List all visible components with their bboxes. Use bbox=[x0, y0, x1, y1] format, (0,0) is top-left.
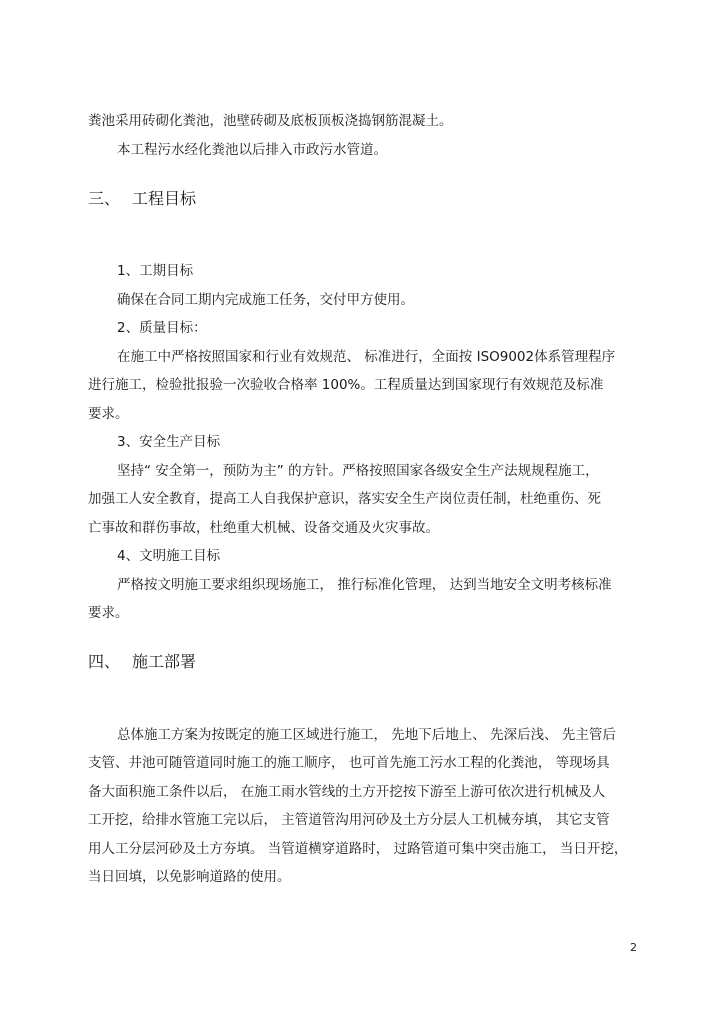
paragraph-line: 亡事故和群伤事故，杜绝重大机械、设备交通及火灾事故。 bbox=[88, 520, 439, 536]
paragraph-line: 粪池采用砖砌化粪池，池壁砖砌及底板顶板浇捣钢筋混凝土。 bbox=[88, 113, 453, 129]
page-number: 2 bbox=[630, 941, 637, 954]
paragraph-line: 严格按文明施工要求组织现场施工， 推行标准化管理， 达到当地安全文明考核标准 bbox=[117, 577, 612, 593]
paragraph-line: 用人工分层河砂及土方夯填。 当管道横穿道路时， 过路管道可集中突击施工， 当日开挖， bbox=[88, 841, 628, 857]
paragraph-line: 本工程污水经化粪池以后排入市政污水管道。 bbox=[117, 142, 387, 158]
subheading-line: 3、安全生产目标 bbox=[117, 434, 221, 450]
paragraph-line: 备大面积施工条件以后， 在施工雨水管线的土方开挖按下游至上游可依次进行机械及人 bbox=[88, 784, 606, 800]
paragraph-line: 总体施工方案为按既定的施工区域进行施工， 先地下后地上、 先深后浅、 先主管后 bbox=[117, 727, 616, 743]
section-number: 三、 bbox=[88, 189, 121, 208]
section-heading-3 bbox=[88, 189, 196, 209]
paragraph-line: 当日回填，以免影响道路的使用。 bbox=[88, 869, 291, 885]
section-heading-4 bbox=[88, 652, 196, 672]
paragraph-line: 支管、井池可随管道同时施工的施工顺序， 也可首先施工污水工程的化粪池， 等现场具 bbox=[88, 755, 610, 771]
paragraph-line: 要求。 bbox=[88, 406, 129, 422]
subheading-line: 4、文明施工目标 bbox=[117, 548, 221, 564]
paragraph-line: 坚持“ 安全第一，预防为主” 的方针。严格按照国家各级安全生产法规规程施工， bbox=[117, 463, 599, 479]
paragraph-line: 工开挖，给排水管施工完以后， 主管道管沟用河砂及土方分层人工机械夯填， 其它支管 bbox=[88, 812, 610, 828]
paragraph-line: 加强工人安全教育，提高工人自我保护意识，落实安全生产岗位责任制，杜绝重伤、死 bbox=[88, 491, 601, 507]
subheading-line: 2、质量目标： bbox=[117, 320, 207, 336]
section-number: 四、 bbox=[88, 652, 121, 671]
paragraph-line: 要求。 bbox=[88, 605, 129, 621]
section-title: 施工部署 bbox=[132, 652, 197, 671]
paragraph-line: 确保在合同工期内完成施工任务，交付甲方使用。 bbox=[117, 292, 414, 308]
paragraph-line: 在施工中严格按照国家和行业有效规范、 标准进行，全面按 ISO9002体系管理程序 bbox=[117, 349, 616, 365]
subheading-line: 1、工期目标 bbox=[117, 263, 194, 279]
paragraph-line: 进行施工，检验批报验一次验收合格率 100%。工程质量达到国家现行有效规范及标准 bbox=[88, 377, 604, 393]
section-title: 工程目标 bbox=[132, 189, 197, 208]
